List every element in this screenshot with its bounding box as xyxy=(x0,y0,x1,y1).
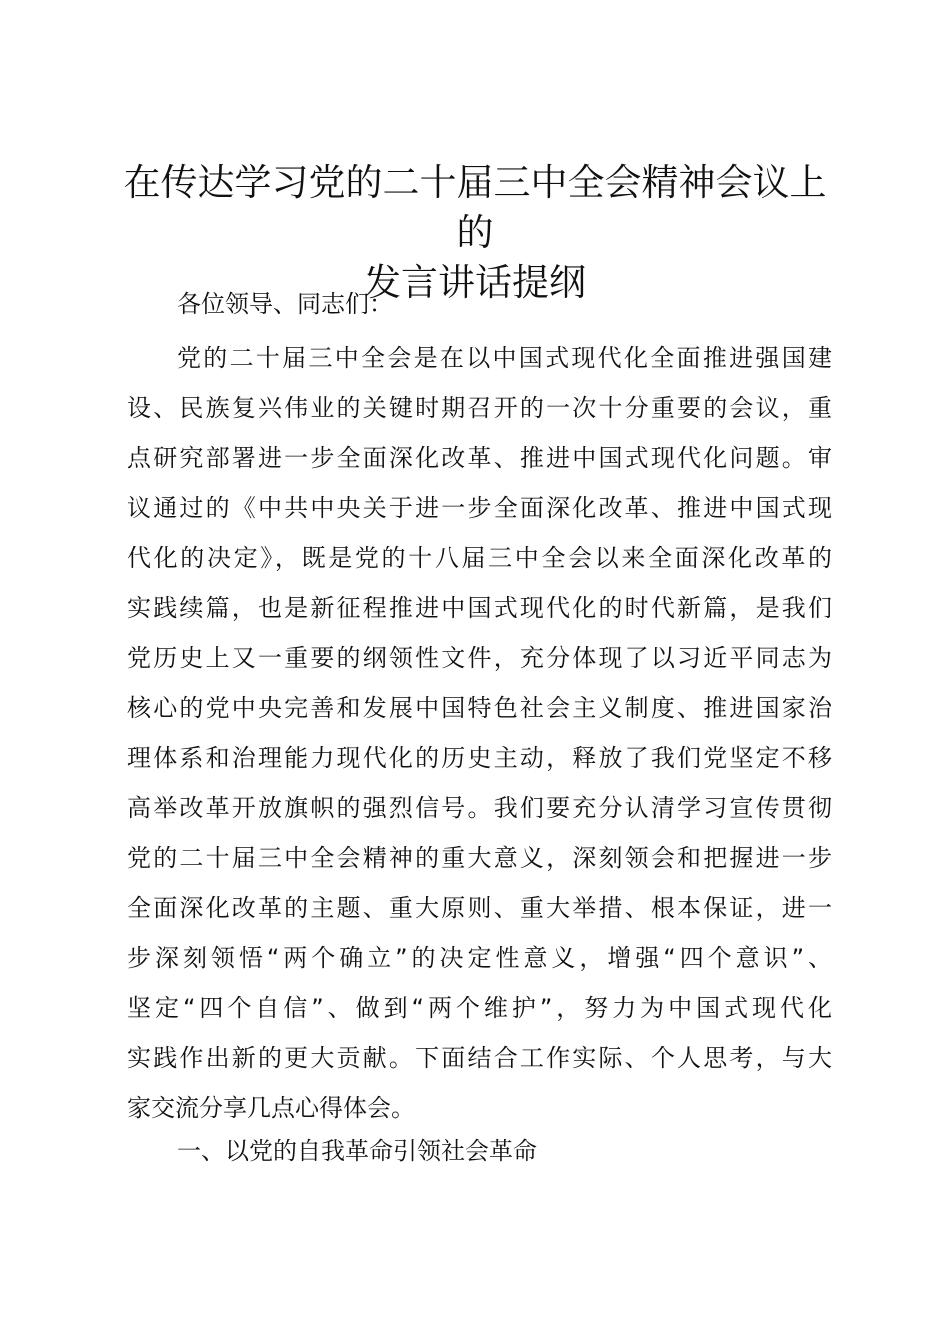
section-heading: 一、以党的自我革命引领社会革命 xyxy=(177,1137,537,1165)
paragraph-line: 党的二十届三中全会精神的重大意义，深刻领会和把握进一步 xyxy=(127,844,832,872)
paragraph-line: 步深刻领悟“两个确立”的决定性意义，增强“四个意识”、 xyxy=(127,944,832,972)
paragraph-line: 家交流分享几点心得体会。 xyxy=(127,1094,415,1122)
paragraph-line: 议通过的《中共中央关于进一步全面深化改革、推进中国式现 xyxy=(127,494,832,522)
paragraph-line: 党历史上又一重要的纲领性文件，充分体现了以习近平同志为 xyxy=(127,644,832,672)
title-line-2: 发言讲话提纲 xyxy=(364,261,586,304)
paragraph-line: 代化的决定》，既是党的十八届三中全会以来全面深化改革的 xyxy=(127,544,832,572)
title-line-1: 在传达学习党的二十届三中全会精神会议上的 xyxy=(123,161,827,254)
paragraph-line: 实践续篇，也是新征程推进中国式现代化的时代新篇，是我们 xyxy=(127,594,832,622)
paragraph-line: 理体系和治理能力现代化的历史主动，释放了我们党坚定不移 xyxy=(127,744,832,772)
opening-paragraph xyxy=(127,333,832,1133)
paragraph-line: 全面深化改革的主题、重大原则、重大举措、根本保证，进一 xyxy=(127,894,832,922)
paragraph-line: 实践作出新的更大贡献。下面结合工作实际、个人思考，与大 xyxy=(127,1044,832,1072)
paragraph-line: 点研究部署进一步全面深化改革、推进中国式现代化问题。审 xyxy=(127,444,832,472)
paragraph-line: 高举改革开放旗帜的强烈信号。我们要充分认清学习宣传贯彻 xyxy=(127,794,832,822)
paragraph-line: 党的二十届三中全会是在以中国式现代化全面推进强国建 xyxy=(177,344,832,372)
paragraph-line: 坚定“四个自信”、做到“两个维护”，努力为中国式现代化 xyxy=(127,994,832,1022)
paragraph-line: 核心的党中央完善和发展中国特色社会主义制度、推进国家治 xyxy=(127,694,832,722)
salutation: 各位领导、同志们： xyxy=(177,290,393,318)
paragraph-line: 设、民族复兴伟业的关键时期召开的一次十分重要的会议，重 xyxy=(127,394,832,422)
